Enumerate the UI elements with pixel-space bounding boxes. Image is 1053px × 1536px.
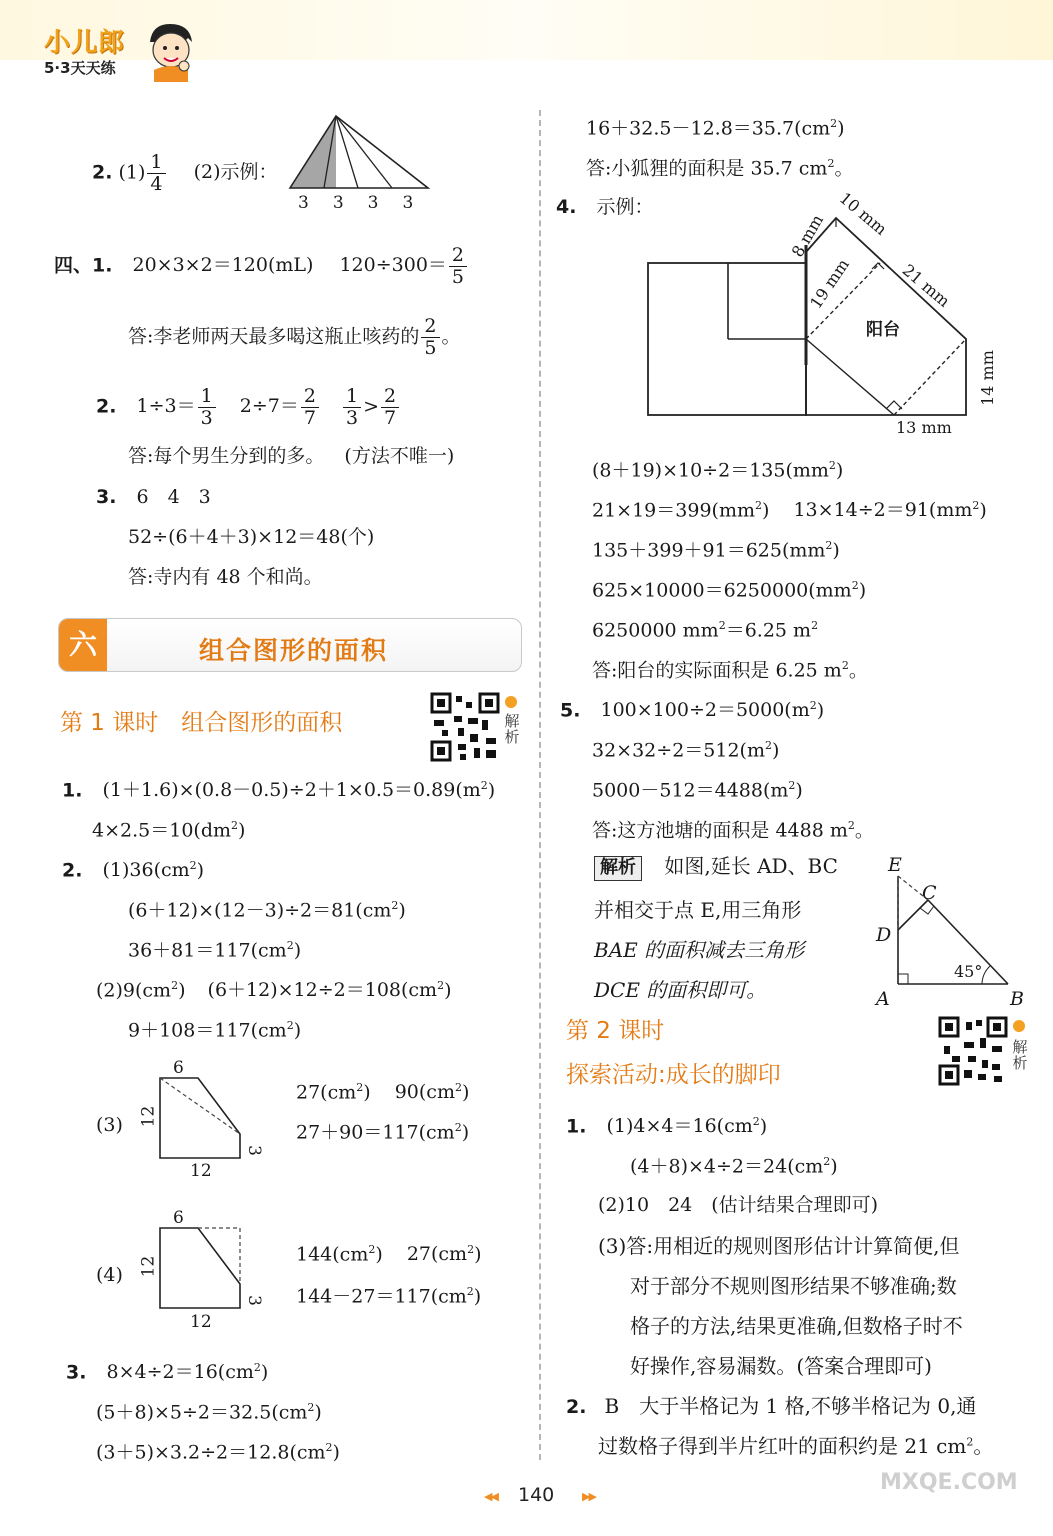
watermark: MXQE.COM [880, 1470, 1018, 1495]
answer-text: 过数格子得到半片红叶的面积约是 21 cm [598, 1434, 967, 1458]
q5-l4 [592, 820, 874, 840]
answer-text: ) [196, 859, 205, 882]
lesson1-q2 [62, 860, 204, 880]
answer-text: 答:李老师两天最多喝这瓶止咳药的 [128, 325, 420, 348]
exponent: 2 [466, 1285, 474, 1298]
dim-label: 3 [402, 193, 414, 213]
denominator: 5 [451, 265, 465, 288]
answer-text: 1÷3＝ [136, 395, 196, 418]
answer-text: ) [398, 899, 406, 922]
dim-label: 3 [243, 1145, 264, 1156]
q4-l6 [592, 660, 868, 680]
answer-text: 5000－512＝4488(m [592, 779, 789, 802]
answer-text: 32×32÷2＝512(m [592, 739, 765, 762]
answer-text: ) [178, 979, 186, 1002]
answer-text: (8＋19)×10÷2＝135(mm [592, 459, 829, 482]
section-title: 组合图形的面积 [199, 636, 389, 665]
question-number: 4. [556, 196, 577, 218]
explanation-text: 如图,延长 AD、BC [664, 854, 838, 878]
exponent: 2 [972, 499, 980, 512]
exponent: 2 [286, 1019, 294, 1032]
answer-text: 答:阳台的实际面积是 6.25 m [592, 659, 842, 682]
point-label: A [876, 988, 890, 1010]
q4-l2 [592, 500, 987, 520]
question-number: 2. [62, 859, 83, 882]
answer-text: 。 [834, 157, 854, 180]
exponent: 2 [841, 659, 849, 672]
exponent: 2 [454, 1121, 462, 1134]
answer-text: ) [837, 117, 845, 140]
fig4-calc1 [296, 1244, 481, 1264]
right-cont-l1 [586, 118, 845, 138]
lesson1-q2-b2 [128, 1020, 301, 1040]
brand-logo [44, 22, 125, 78]
note-text: (方法不唯一) [344, 445, 455, 467]
answer-text: 27＋90＝117(cm [296, 1121, 455, 1144]
exponent: 2 [356, 1081, 364, 1094]
dim-label: 6 [173, 1208, 184, 1228]
answer-text: 。 [854, 819, 874, 842]
section-banner [58, 618, 522, 672]
section4-q2 [96, 386, 401, 429]
point-label: C [922, 882, 937, 904]
section4-q3 [96, 488, 211, 507]
numerator: 1 [147, 152, 165, 174]
explanation-text: 并相交于点 E,用三角形 [594, 898, 802, 922]
answer-text: ) [835, 459, 844, 482]
answer-text: ＝6.25 m [725, 619, 812, 642]
answer-text: (2)9(cm [96, 979, 172, 1002]
lesson1-q1-line2 [92, 820, 245, 840]
numerator: 2 [421, 316, 439, 338]
answer-text: ) [473, 1285, 482, 1308]
answer-text: (5＋8)×5÷2＝32.5(cm [96, 1401, 308, 1424]
answer-text: ) [363, 1081, 371, 1104]
exponent: 2 [480, 779, 488, 792]
answer-text: 27(cm [406, 1243, 468, 1266]
fraction [147, 152, 165, 195]
answer-text: ) [832, 539, 840, 562]
numerator: 2 [381, 386, 399, 408]
answer-text: ) [816, 699, 825, 722]
answer-text: ) [771, 739, 780, 762]
answer-text: (3)答:用相近的规则图形估计计算简便,但 [598, 1234, 960, 1258]
lesson1-q2-a3 [128, 940, 301, 960]
q5-l3 [592, 780, 803, 800]
sub-label: (4) [96, 1264, 123, 1286]
lesson2-q2 [566, 1396, 976, 1417]
numerator: 1 [343, 386, 361, 408]
lesson1-q2-b1 [96, 980, 452, 1000]
lesson-subtitle: 探索活动:成长的脚印 [566, 1062, 781, 1088]
dim-label: 6 [173, 1058, 184, 1078]
exponent: 2 [764, 739, 772, 752]
mascot-icon [142, 20, 198, 82]
answer-text: ) [830, 1155, 838, 1178]
question-number: 5. [560, 699, 581, 722]
point-label: D [876, 924, 892, 946]
exponent: 2 [823, 1155, 831, 1168]
answer-text: 144－27＝117(cm [296, 1285, 467, 1308]
exponent: 2 [467, 1243, 475, 1256]
answer-text: 144(cm [296, 1243, 369, 1266]
answer-text: 20×3×2＝120(mL) [132, 254, 314, 277]
answer-text: ) [474, 1243, 482, 1266]
dim-label: 21 mm [898, 260, 954, 311]
dim-label: 13 mm [896, 418, 952, 437]
right-q4 [556, 198, 654, 217]
question-number: 3. [66, 1361, 87, 1384]
sub-label: (3) [96, 1114, 123, 1136]
fig3-calc1 [296, 1082, 469, 1102]
denominator: 4 [150, 172, 163, 195]
play-arrow-icon [505, 696, 517, 708]
denominator: 3 [346, 406, 359, 429]
answer-text: (1) [118, 161, 146, 184]
answer-text: 格子的方法,结果更准确,但数格子时不 [630, 1314, 963, 1338]
lesson1-q2-a2 [128, 900, 406, 920]
point-label: E [888, 854, 902, 876]
denominator: 5 [424, 336, 437, 359]
answer-text: 答:小狐狸的面积是 35.7 cm [586, 157, 828, 180]
series-name: 5·3天天练 [44, 59, 116, 77]
answer-text: ) [795, 779, 803, 802]
answer-text: (2)10 24 (估计结果合理即可) [598, 1194, 879, 1216]
page-number: 140 [518, 1484, 555, 1506]
lesson1-q3-b [96, 1402, 322, 1422]
lesson1-q3 [66, 1362, 268, 1382]
qr-code-icon[interactable] [938, 1016, 1008, 1086]
exponent: 2 [825, 539, 833, 552]
exponent: 2 [811, 619, 819, 632]
answer-text: ) [314, 1401, 322, 1424]
answer-text: 120÷300＝ [339, 254, 447, 277]
comparison-sign: > [363, 395, 380, 418]
exponent: 2 [454, 1081, 462, 1094]
answer-text: 2÷7＝ [239, 395, 299, 418]
answer-text: ) [759, 1115, 768, 1138]
dim-label: 12 [190, 1161, 212, 1181]
answer-text: ) [487, 779, 496, 802]
fraction [343, 386, 361, 429]
question-number: 1. [566, 1115, 587, 1138]
answer-text: ) [979, 499, 987, 522]
exponent: 2 [828, 459, 836, 472]
answer-text: ) [375, 1243, 383, 1266]
answer-text: ) [858, 579, 867, 602]
next-page-icon[interactable]: ▶▶ [582, 1490, 595, 1503]
answer-text: 答:这方池塘的面积是 4488 m [592, 819, 848, 842]
exponent: 2 [189, 859, 197, 872]
lesson-title: 第 2 课时 [566, 1018, 665, 1044]
exponent: 2 [437, 979, 445, 992]
answer-text: 。 [848, 659, 868, 682]
numerator: 1 [198, 386, 216, 408]
section4-q1-answer [128, 316, 461, 359]
q4-l1 [592, 460, 843, 480]
point-label: B [1010, 988, 1024, 1010]
room-label: 阳台 [866, 320, 900, 340]
dim-label: 14 mm [977, 350, 997, 406]
exponent: 2 [391, 899, 399, 912]
answer-text: ) [461, 1121, 470, 1144]
question-number: 3. [96, 486, 117, 508]
exponent: 2 [788, 779, 796, 792]
answer-text: 90(cm [394, 1081, 455, 1104]
dim-label: 8 mm [787, 211, 828, 261]
exponent: 2 [847, 819, 855, 832]
right-q5 [560, 700, 824, 720]
exponent: 2 [809, 699, 817, 712]
fraction [381, 386, 399, 429]
exponent: 2 [966, 1435, 974, 1449]
exponent: 2 [171, 979, 179, 992]
explanation-text: DCE 的面积即可。 [594, 978, 767, 1002]
dim-label: 19 mm [806, 255, 853, 313]
q5-explanation-1 [594, 856, 838, 881]
play-arrow-icon [1013, 1020, 1025, 1032]
dim-label: 3 [298, 193, 309, 213]
fraction [198, 386, 216, 429]
answer-text: 好操作,容易漏数。(答案合理即可) [630, 1354, 932, 1378]
exponent: 2 [307, 1401, 315, 1414]
exponent: 2 [851, 579, 859, 592]
explanation-tag: 解析 [594, 856, 642, 881]
answer-text: 625×10000＝6250000(mm [592, 579, 852, 602]
answer-text: 36＋81＝117(cm [128, 939, 287, 962]
qr-label: 解析 [504, 712, 520, 746]
answer-text: 27(cm [296, 1081, 357, 1104]
fraction [449, 245, 467, 288]
question-number: 2. [566, 1396, 587, 1418]
question-number: 1. [62, 779, 83, 802]
qr-code-icon[interactable] [430, 692, 500, 762]
triangle-division-figure [286, 112, 432, 192]
lesson2-q1-a2 [630, 1156, 838, 1176]
prev-page-icon[interactable]: ◀◀ [484, 1490, 497, 1503]
answer-text: ) [762, 499, 770, 522]
denominator: 7 [384, 406, 397, 429]
answer-text: 答:寺内有 48 个和尚。 [128, 566, 323, 588]
answer-text: 对于部分不规则图形结果不够准确;数 [630, 1274, 957, 1298]
exponent: 2 [253, 1361, 261, 1374]
question-number: 2. [92, 161, 113, 184]
answer-text: ) [444, 979, 452, 1002]
answer-text: 6250000 mm [592, 619, 719, 642]
q4-l3 [592, 540, 840, 560]
answer-text: 135＋399＋91＝625(mm [592, 539, 826, 562]
fraction [421, 316, 439, 359]
answer-text: (1)36(cm [102, 859, 190, 882]
answer-text: 示例： [596, 196, 654, 218]
answer-text: (1)4×4＝16(cm [606, 1115, 753, 1138]
answer-text: (2)示例： [193, 161, 278, 184]
dim-label: 10 mm [835, 188, 891, 239]
q5-l2 [592, 740, 779, 760]
dim-label: 12 [138, 1255, 159, 1278]
answer-text: 答:每个男生分到的多。 [128, 445, 325, 467]
dim-label: 12 [138, 1105, 159, 1128]
answer-text: ) [293, 939, 302, 962]
answer-text: ) [332, 1441, 340, 1464]
numerator: 2 [301, 386, 319, 408]
exponent: 2 [830, 117, 838, 130]
exponent: 2 [325, 1441, 333, 1454]
answer-text: (6＋12)×12÷2＝108(cm [207, 979, 438, 1002]
section-number: 六 [59, 619, 107, 671]
dim-label: 12 [190, 1312, 212, 1332]
exponent: 2 [718, 619, 726, 632]
exponent: 2 [231, 819, 238, 832]
brand-name: 小儿郎 [44, 28, 126, 58]
numerator: 2 [449, 245, 467, 267]
fig4-calc2 [296, 1286, 481, 1306]
fig3-calc2 [296, 1122, 469, 1142]
triangle-labels [298, 195, 413, 212]
right-cont-l2 [586, 158, 853, 178]
exponent: 2 [368, 1243, 376, 1256]
answer-text: 。 [441, 325, 461, 348]
answer-text: (1＋1.6)×(0.8－0.5)÷2＋1×0.5＝0.89(m [102, 779, 481, 802]
lesson2-q2-l2 [598, 1436, 993, 1456]
q4-l4 [592, 580, 866, 600]
fraction [301, 386, 319, 429]
pond-triangle-figure [872, 856, 1032, 1006]
answer-text: ) [260, 1361, 269, 1384]
lesson-title: 第 1 课时 组合图形的面积 [60, 710, 343, 736]
denominator: 3 [200, 406, 213, 429]
exponent: 2 [827, 157, 835, 170]
lesson1-q3-c [96, 1442, 340, 1462]
answer-text: 100×100÷2＝5000(m [600, 699, 810, 722]
answer-text: 16＋32.5－12.8＝35.7(cm [586, 117, 831, 140]
question-number: 2. [96, 395, 117, 418]
explanation-text: BAE 的面积减去三角形 [594, 938, 805, 962]
section4-q2-answer [128, 447, 454, 466]
exponent: 2 [286, 939, 294, 952]
answer-text: ) [293, 1019, 302, 1042]
answer-text: (3＋5)×3.2÷2＝12.8(cm [96, 1441, 326, 1464]
dim-label: 3 [367, 193, 379, 213]
column-divider [539, 110, 541, 1460]
answer-text: ) [238, 819, 246, 842]
answer-text: ) [461, 1081, 470, 1104]
section4-q1 [54, 245, 469, 288]
question-number: 四、1. [54, 254, 113, 277]
answer-text: 9＋108＝117(cm [128, 1019, 287, 1042]
dim-label: 3 [332, 193, 344, 213]
left-q2 [92, 152, 277, 195]
qr-label: 解析 [1012, 1038, 1028, 1072]
exponent: 2 [752, 1115, 760, 1128]
answer-text: (4＋8)×4÷2＝24(cm [630, 1155, 824, 1178]
answer-text: 13×14÷2＝91(mm [793, 499, 973, 522]
answer-text: B 大于半格记为 1 格,不够半格记为 0,通 [604, 1394, 977, 1418]
answer-text: 21×19＝399(mm [592, 499, 755, 522]
answer-text: 6 4 3 [136, 486, 211, 508]
q4-l5 [592, 620, 818, 640]
answer-text: 4×2.5＝10(dm [92, 819, 231, 842]
answer-text: 。 [973, 1434, 994, 1458]
answer-text: 8×4÷2＝16(cm [106, 1361, 254, 1384]
lesson1-q1 [62, 780, 495, 800]
exponent: 2 [755, 499, 762, 512]
denominator: 7 [303, 406, 316, 429]
angle-label: 45° [954, 962, 983, 981]
lesson2-q1 [566, 1116, 767, 1136]
dim-label: 3 [243, 1295, 264, 1306]
answer-text: (6＋12)×(12－3)÷2＝81(cm [128, 899, 392, 922]
answer-text: 52÷(6＋4＋3)×12＝48(个) [128, 526, 375, 548]
